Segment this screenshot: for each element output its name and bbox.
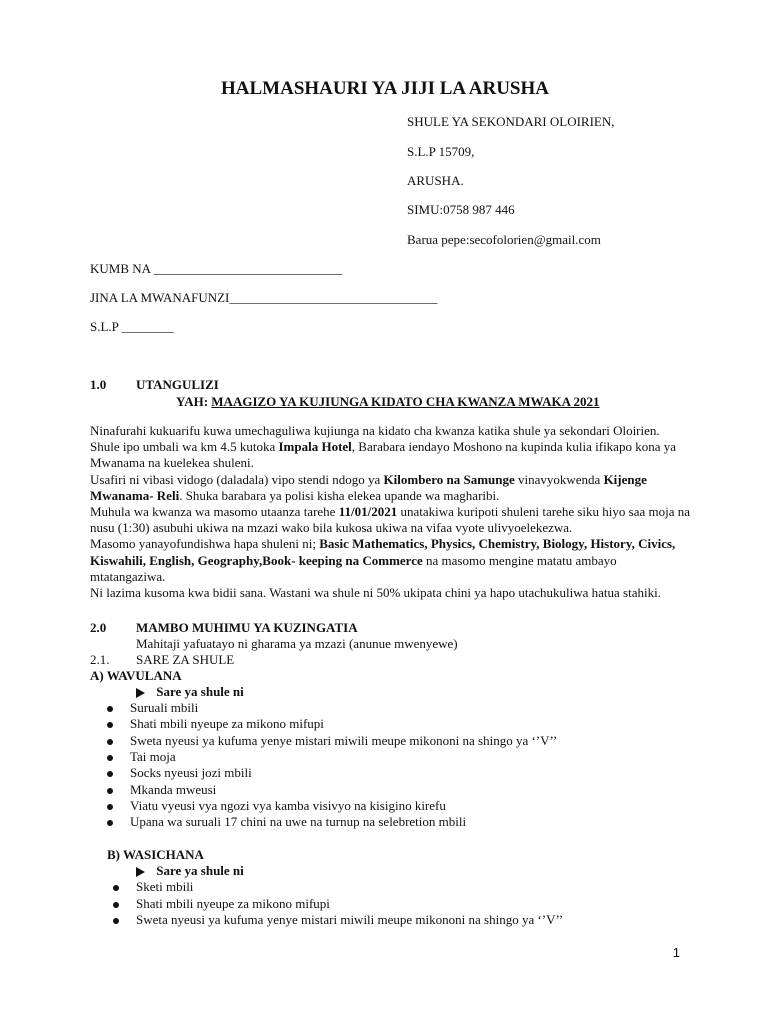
paragraph-location: Ninafurahi kukuarifu kuwa umechaguliwa kujiunga na kidato cha kwanza katika shule ya sekondari Oloirien. Shule ipo umbali wa km 4.5 kutoka Impala Hotel, Barabara iendayo Moshono na kupinda kulia ifikapo kona ya Mwanama na kuelekea shuleni.: [90, 423, 676, 471]
city: ARUSHA.: [407, 173, 464, 188]
student-name-field: JINA LA MWANAFUNZI________________________________: [90, 290, 438, 305]
bullet-icon: [107, 771, 113, 777]
paragraph-term-start: Muhula wa kwanza wa masomo utaanza tarehe 11/01/2021 unatakiwa kuripoti shuleni tarehe siku hiyo saa moja na nusu (1:30) asubuhi ukiwa na mzazi wako bila kukosa ukiwa na vifaa vyote ulivyoelekezwa.: [90, 504, 691, 536]
list-item: Shati mbili nyeupe za mikono mifupi: [113, 896, 330, 912]
bullet-icon: [107, 706, 113, 712]
cost-note: Mahitaji yafuatayo ni gharama ya mzazi (anunue mwenyewe): [136, 636, 458, 651]
phone: SIMU:0758 987 446: [407, 202, 515, 217]
list-item: Sketi mbili: [113, 879, 193, 895]
boys-heading: A) WAVULANA: [90, 668, 182, 683]
paragraph-transport: Usafiri ni vibasi vidogo (daladala) vipo stendi ndogo ya Kilombero na Samunge vinavyokwenda Kijenge Mwanama- Reli. Shuka barabara ya polisi kisha elekea upande wa magharibi.: [90, 471, 647, 503]
po-box: S.L.P 15709,: [407, 144, 475, 159]
arrow-bullet-icon: [136, 688, 145, 698]
subsection-title: SARE ZA SHULE: [136, 652, 235, 667]
arrow-bullet-icon: [136, 867, 145, 877]
bullet-icon: [107, 820, 113, 826]
section-2-title: MAMBO MUHIMU YA KUZINGATIA: [136, 620, 358, 635]
girls-uniform-subheading: Sare ya shule ni: [136, 863, 244, 879]
bullet-icon: [113, 902, 119, 908]
bullet-icon: [107, 788, 113, 794]
list-item: Suruali mbili: [107, 700, 198, 716]
paragraph-subjects: Masomo yanayofundishwa hapa shuleni ni; Basic Mathematics, Physics, Chemistry, Biology, History, Civics, Kiswahili, English, Geography,Book- keeping na Commerce na masomo mengine matatu ambayo mtatangaziwa.: [90, 536, 676, 584]
list-item: Sweta nyeusi ya kufuma yenye mistari miwili meupe mikononi na shingo ya ‘’V’’: [113, 912, 563, 928]
council-title: HALMASHAURI YA JIJI LA ARUSHA: [221, 78, 549, 99]
page-number: 1: [672, 945, 680, 960]
bullet-icon: [107, 755, 113, 761]
bullet-icon: [107, 739, 113, 745]
list-item: Socks nyeusi jozi mbili: [107, 765, 252, 781]
student-po-box-field: S.L.P ________: [90, 319, 174, 334]
list-item: Mkanda mweusi: [107, 782, 216, 798]
list-item: Tai moja: [107, 749, 176, 765]
email: Barua pepe:secofolorien@gmail.com: [407, 232, 601, 247]
bullet-icon: [113, 885, 119, 891]
reference-field: KUMB NA _____________________________: [90, 261, 343, 276]
bullet-icon: [113, 918, 119, 924]
paragraph-study: Ni lazima kusoma kwa bidii sana. Wastani wa shule ni 50% ukipata chini ya hapo utachukuliwa hatua stahiki.: [90, 585, 661, 601]
section-1-number: 1.0: [90, 377, 107, 392]
intro-paragraphs: [90, 423, 690, 601]
subject-line: [176, 394, 600, 410]
list-item: Shati mbili nyeupe za mikono mifupi: [107, 716, 324, 732]
bullet-icon: [107, 722, 113, 728]
bullet-icon: [107, 804, 113, 810]
boys-uniform-subheading: Sare ya shule ni: [136, 684, 244, 700]
subject-prefix: YAH:: [176, 394, 212, 409]
list-item: Sweta nyeusi ya kufuma yenye mistari miwili meupe mikononi na shingo ya ‘’V’’: [107, 733, 557, 749]
section-1-title: UTANGULIZI: [136, 377, 219, 392]
subject-text: MAAGIZO YA KUJIUNGA KIDATO CHA KWANZA MWAKA 2021: [211, 394, 600, 409]
girls-heading: B) WASICHANA: [107, 847, 204, 862]
list-item: Upana wa suruali 17 chini na uwe na turnup na selebretion mbili: [107, 814, 466, 830]
list-item: Viatu vyeusi vya ngozi vya kamba visivyo na kisigino kirefu: [107, 798, 446, 814]
school-name: SHULE YA SEKONDARI OLOIRIEN,: [407, 114, 615, 129]
section-2-number: 2.0: [90, 620, 107, 635]
subsection-number: 2.1.: [90, 652, 110, 667]
